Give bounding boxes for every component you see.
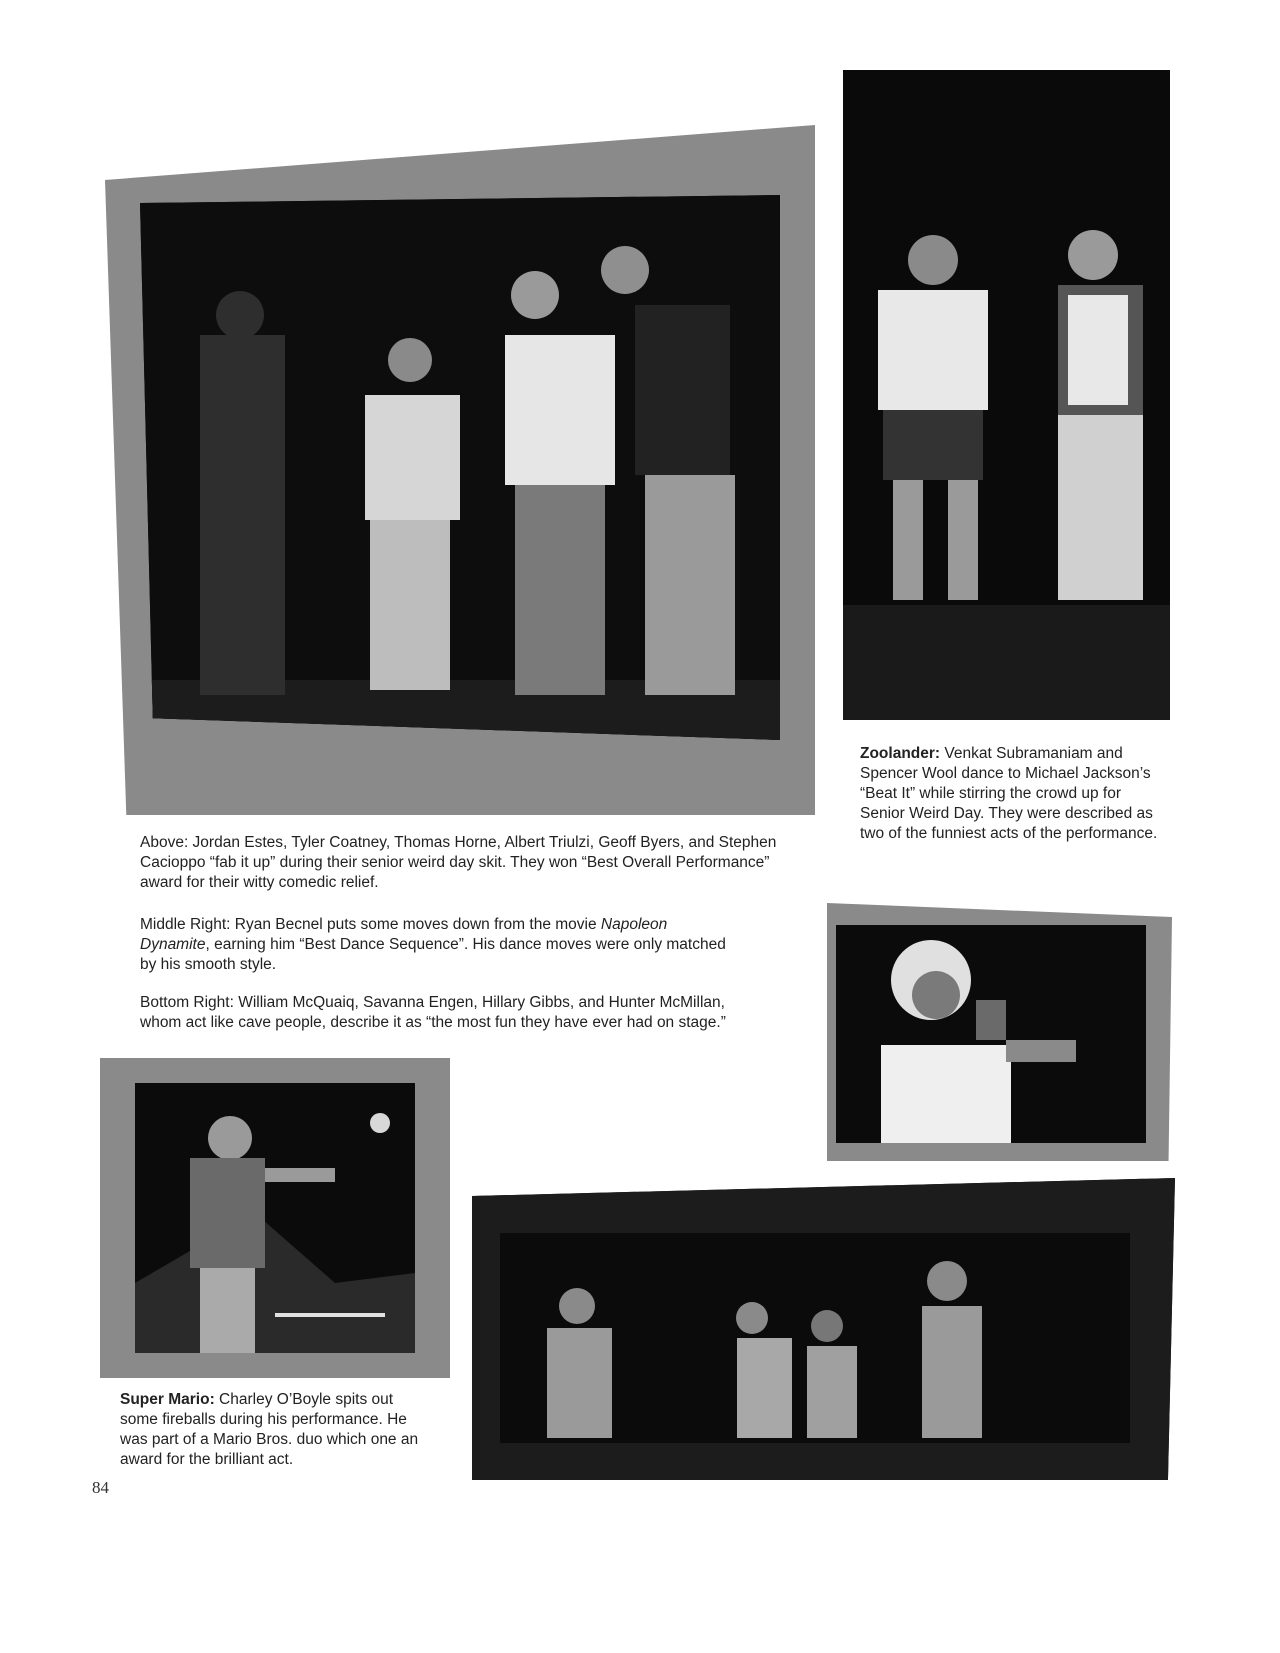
caption-bottom-right [140,993,750,1033]
photo-napoleon-dynamite [836,925,1146,1143]
caption-zoolander [860,744,1160,844]
napoleon-figure [836,925,1146,1143]
super-mario-figure [135,1083,415,1353]
group-skit-figures [140,195,780,740]
caption-zoolander-text: Venkat Subramaniam and Spencer Wool dance to Michael Jackson’s “Beat It” while stirring the crowd up for Senior Weird Day. They were described as two of the funniest acts of the performance. [860,745,1158,842]
caption-middle-right-para [140,915,740,975]
cave-people-figures [472,1178,1175,1480]
caption-middle-right-prefix: Middle Right: Ryan Becnel puts some moves down from the movie [140,916,601,933]
photo-super-mario [135,1083,415,1353]
caption-above [140,833,780,893]
zoolander-figures [843,70,1170,720]
caption-super-mario [120,1390,435,1470]
caption-bottom-right-text: Bottom Right: William McQuaiq, Savanna Engen, Hillary Gibbs, and Hunter McMillan, whom act like cave people, describe it as “the most fun they have ever had on stage.” [140,994,726,1031]
caption-middle-right [140,915,740,975]
photo-zoolander [843,70,1170,720]
page-number: 84 [92,1478,109,1497]
photo-group-skit [140,195,780,740]
caption-middle-right-suffix: , earning him “Best Dance Sequence”. His dance moves were only matched by his smooth style. [140,936,726,973]
caption-above-text: Above: Jordan Estes, Tyler Coatney, Thomas Horne, Albert Triulzi, Geoff Byers, and Stephen Cacioppo “fab it up” during their senior weird day skit. They won “Best Overall Performance” award for their witty comedic relief. [140,834,777,891]
caption-super-mario-label: Super Mario: [120,1391,215,1408]
caption-zoolander-label: Zoolander: [860,745,941,762]
caption-super-mario-text: Charley O’Boyle spits out some fireballs during his performance. He was part of a Mario Bros. duo which one an award for the brilliant act. [120,1391,419,1468]
photo-cave-people [472,1178,1175,1480]
caption-middle-right-italic: Napoleon Dynamite [140,916,668,953]
